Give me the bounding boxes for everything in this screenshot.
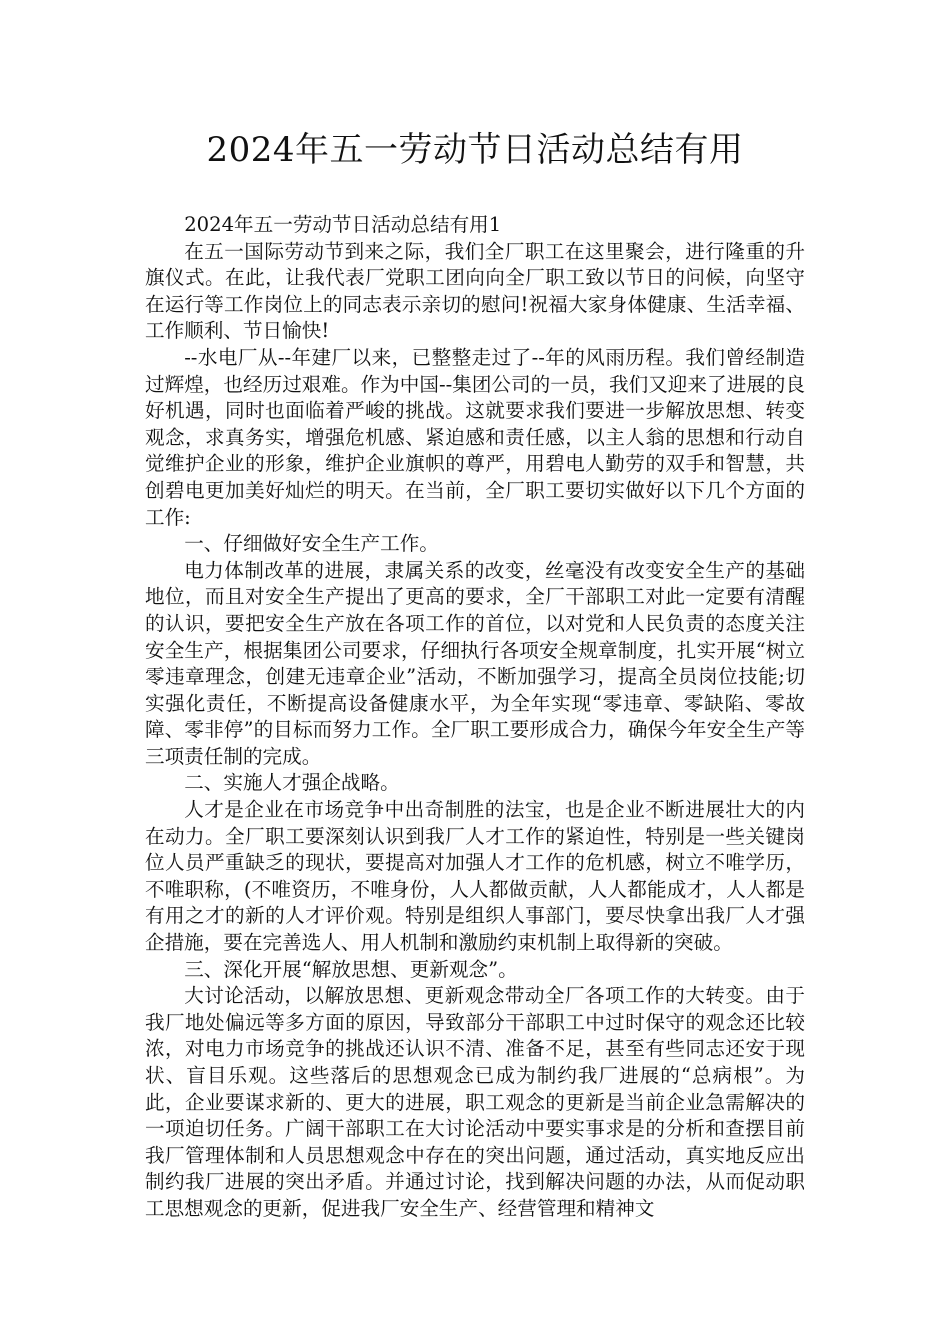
paragraph-safety: 电力体制改革的进展，隶属关系的改变，丝毫没有改变安全生产的基础地位，而且对安全生产提出了更高的要求，全厂干部职工对此一定要有清醒的认识，要把安全生产放在各项工作的首位，以对党和人民负责的态度关注安全生产，根据集团公司要求，仔细执行各项安全规章制度，扎实开展“树立零违章理念，创建无违章企业”活动，不断加强学习，提高全员岗位技能;切实强化责任，不断提高设备健康水平，为全年实现“零违章、零缺陷、零故障、零非停”的目标而努力工作。全厂职工要形成合力，确保今年安全生产等三项责任制的完成。: [145, 558, 805, 768]
section-heading-safety: 一、仔细做好安全生产工作。: [184, 532, 439, 556]
section-heading-ideas: 三、深化开展“解放思想、更新观念”。: [184, 957, 518, 981]
paragraph-greeting: 在五一国际劳动节到来之际，我们全厂职工在这里聚会，进行隆重的升旗仪式。在此，让我代表厂党职工团向向全厂职工致以节日的问候，向坚守在运行等工作岗位上的同志表示亲切的慰问!祝福大家身体健康、生活幸福、工作顺利、节日愉快!: [145, 239, 805, 343]
paragraph-ideas: 大讨论活动，以解放思想、更新观念带动全厂各项工作的大转变。由于我厂地处偏远等多方面的原因，导致部分干部职工中过时保守的观念还比较浓，对电力市场竞争的挑战还认识不清、准备不足，甚至有些同志还安于现状、盲目乐观。这些落后的思想观念已成为制约我厂进展的“总病根”。为此，企业要谋求新的、更大的进展，职工观念的更新是当前企业急需解决的一项迫切任务。广阔干部职工在大讨论活动中要实事求是的分析和查摆目前我厂管理体制和人员思想观念中存在的突出问题，通过活动，真实地反应出制约我厂进展的突出矛盾。并通过讨论，找到解决问题的办法，从而促动职工思想观念的更新，促进我厂安全生产、经营管理和精神文: [145, 984, 805, 1220]
paragraph-history: --水电厂从--年建厂以来，已整整走过了--年的风雨历程。我们曾经制造过辉煌，也经历过艰难。作为中国--集团公司的一员，我们又迎来了进展的良好机遇，同时也面临着严峻的挑战。这就要求我们要进一步解放思想、转变观念，求真务实，增强危机感、紧迫感和责任感，以主人翁的思想和行动自觉维护企业的形象，维护企业旗帜的尊严，用碧电人勤劳的双手和智慧，共创碧电更加美好灿烂的明天。在当前，全厂职工要切实做好以下几个方面的工作:: [145, 345, 805, 529]
section-heading-talent: 二、实施人才强企战略。: [184, 771, 400, 795]
document-title: 2024年五一劳动节日活动总结有用: [206, 130, 744, 170]
document-page: [145, 128, 805, 1223]
paragraph-talent: 人才是企业在市场竞争中出奇制胜的法宝，也是企业不断进展壮大的内在动力。全厂职工要深刻认识到我厂人才工作的紧迫性，特别是一些关键岗位人员严重缺乏的现状，要提高对加强人才工作的危机感，树立不唯学历，不唯职称，(不唯资历，不唯身份，人人都做贡献，人人都能成才，人人都是有用之才的新的人才评价观。特别是组织人事部门，要尽快拿出我厂人才强企措施，要在完善选人、用人机制和激励约束机制上取得新的突破。: [145, 798, 805, 955]
subtitle-line: 2024年五一劳动节日活动总结有用1: [184, 213, 502, 236]
